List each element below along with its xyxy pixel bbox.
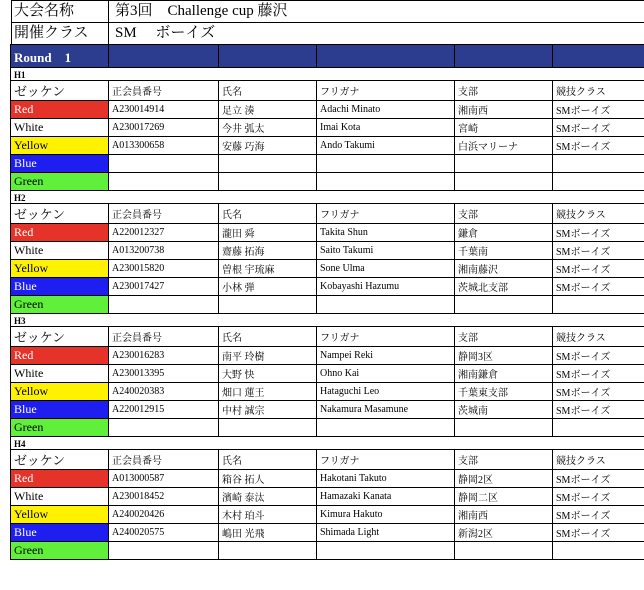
- bib-color-cell: Blue: [11, 278, 109, 296]
- event-class-label: 開催クラス: [11, 23, 109, 44]
- bib-color-cell: Blue: [11, 524, 109, 542]
- name-cell: [219, 296, 317, 314]
- competitor-row: [11, 347, 644, 365]
- class-cell: SMボーイズ: [553, 242, 644, 260]
- column-header: 氏名: [219, 81, 317, 101]
- branch-cell: 湘南西: [455, 101, 553, 119]
- competitor-row: [11, 506, 644, 524]
- heat-spacer: [553, 191, 644, 204]
- kana-cell: Ando Takumi: [317, 137, 455, 155]
- kana-cell: Hamazaki Kanata: [317, 488, 455, 506]
- bib-color-cell: Blue: [11, 401, 109, 419]
- branch-cell: 千葉東支部: [455, 383, 553, 401]
- heat-spacer: [109, 68, 219, 81]
- kana-cell: [317, 542, 455, 560]
- kana-cell: Kimura Hakuto: [317, 506, 455, 524]
- kana-cell: Hataguchi Leo: [317, 383, 455, 401]
- branch-cell: 千葉南: [455, 242, 553, 260]
- competitor-row: [11, 524, 644, 542]
- class-cell: SMボーイズ: [553, 347, 644, 365]
- kana-cell: Adachi Minato: [317, 101, 455, 119]
- name-cell: [219, 173, 317, 191]
- branch-cell: [455, 419, 553, 437]
- kana-cell: Shimada Light: [317, 524, 455, 542]
- branch-cell: 鎌倉: [455, 224, 553, 242]
- name-cell: 南平 玲樹: [219, 347, 317, 365]
- column-header: 支部: [455, 204, 553, 224]
- heat-title: H2: [11, 191, 109, 204]
- competitor-row: [11, 542, 644, 560]
- heat-spacer: [109, 314, 219, 327]
- kana-cell: Takita Shun: [317, 224, 455, 242]
- kana-cell: Nakamura Masamune: [317, 401, 455, 419]
- member-id-cell: A230018452: [109, 488, 219, 506]
- heat-title-row: [11, 191, 644, 204]
- class-cell: SMボーイズ: [553, 278, 644, 296]
- branch-cell: 宮崎: [455, 119, 553, 137]
- bib-color-cell: Blue: [11, 155, 109, 173]
- heat-spacer: [455, 68, 553, 81]
- branch-cell: [455, 296, 553, 314]
- bib-color-cell: Red: [11, 347, 109, 365]
- name-cell: [219, 155, 317, 173]
- heat-spacer: [219, 68, 317, 81]
- heat-spacer: [219, 191, 317, 204]
- heat-spacer: [317, 314, 455, 327]
- column-header: ゼッケン: [11, 204, 109, 224]
- bib-color-cell: Green: [11, 542, 109, 560]
- name-cell: 小林 弾: [219, 278, 317, 296]
- bib-color-cell: White: [11, 119, 109, 137]
- bib-color-cell: Green: [11, 419, 109, 437]
- event-class-row: [11, 22, 644, 41]
- bib-color-cell: White: [11, 365, 109, 383]
- branch-cell: 静岡二区: [455, 488, 553, 506]
- kana-cell: Saito Takumi: [317, 242, 455, 260]
- class-cell: SMボーイズ: [553, 524, 644, 542]
- class-cell: SMボーイズ: [553, 224, 644, 242]
- column-header: ゼッケン: [11, 450, 109, 470]
- class-cell: [553, 542, 644, 560]
- name-cell: 木村 珀斗: [219, 506, 317, 524]
- class-cell: SMボーイズ: [553, 365, 644, 383]
- bib-color-cell: Yellow: [11, 506, 109, 524]
- column-header: 競技クラス: [553, 204, 644, 224]
- round-title: Round 1: [11, 45, 109, 68]
- column-header: 競技クラス: [553, 450, 644, 470]
- column-header: 正会員番号: [109, 81, 219, 101]
- member-id-cell: A230017427: [109, 278, 219, 296]
- competitor-row: [11, 383, 644, 401]
- column-header: 支部: [455, 327, 553, 347]
- round-bar-cell: [109, 45, 219, 68]
- kana-cell: Nampei Reki: [317, 347, 455, 365]
- competitor-row: [11, 260, 644, 278]
- class-cell: [553, 173, 644, 191]
- column-header-row: [11, 81, 644, 101]
- competitor-row: [11, 401, 644, 419]
- heat-title: H4: [11, 437, 109, 450]
- kana-cell: [317, 419, 455, 437]
- competitor-row: [11, 101, 644, 119]
- branch-cell: 湘南藤沢: [455, 260, 553, 278]
- round-bar-cell: [553, 45, 644, 68]
- competitor-row: [11, 419, 644, 437]
- bib-color-cell: White: [11, 488, 109, 506]
- member-id-cell: [109, 173, 219, 191]
- branch-cell: 湘南鎌倉: [455, 365, 553, 383]
- column-header: ゼッケン: [11, 81, 109, 101]
- heat-spacer: [553, 437, 644, 450]
- round-bar-cell: [219, 45, 317, 68]
- heat-title-row: [11, 437, 644, 450]
- member-id-cell: [109, 419, 219, 437]
- heat-spacer: [455, 437, 553, 450]
- heat-spacer: [553, 314, 644, 327]
- class-cell: SMボーイズ: [553, 137, 644, 155]
- branch-cell: 茨城北支部: [455, 278, 553, 296]
- branch-cell: [455, 542, 553, 560]
- name-cell: 箱谷 拓人: [219, 470, 317, 488]
- kana-cell: [317, 296, 455, 314]
- kana-cell: Kobayashi Hazumu: [317, 278, 455, 296]
- column-header: 氏名: [219, 204, 317, 224]
- member-id-cell: A230013395: [109, 365, 219, 383]
- column-header: 正会員番号: [109, 450, 219, 470]
- member-id-cell: A230015820: [109, 260, 219, 278]
- event-name-label: 大会名称: [11, 1, 109, 22]
- competitor-row: [11, 365, 644, 383]
- column-header-row: [11, 327, 644, 347]
- member-id-cell: A240020383: [109, 383, 219, 401]
- name-cell: 大野 快: [219, 365, 317, 383]
- heat-spacer: [317, 437, 455, 450]
- heat-title-row: [11, 314, 644, 327]
- member-id-cell: A230014914: [109, 101, 219, 119]
- heat-title: H3: [11, 314, 109, 327]
- bib-color-cell: Red: [11, 470, 109, 488]
- round-header-row: [11, 45, 644, 68]
- heat-spacer: [219, 437, 317, 450]
- class-cell: [553, 296, 644, 314]
- kana-cell: [317, 155, 455, 173]
- name-cell: 今井 弧太: [219, 119, 317, 137]
- heat-spacer: [109, 191, 219, 204]
- branch-cell: 湘南西: [455, 506, 553, 524]
- heat-spacer: [219, 314, 317, 327]
- column-header: 氏名: [219, 450, 317, 470]
- name-cell: 濱崎 泰汰: [219, 488, 317, 506]
- bib-color-cell: Yellow: [11, 260, 109, 278]
- branch-cell: 白浜マリーナ: [455, 137, 553, 155]
- kana-cell: Sone Ulma: [317, 260, 455, 278]
- competitor-row: [11, 242, 644, 260]
- bib-color-cell: Red: [11, 224, 109, 242]
- competitor-row: [11, 137, 644, 155]
- event-name-row: [11, 0, 644, 19]
- branch-cell: 静岡3区: [455, 347, 553, 365]
- member-id-cell: [109, 542, 219, 560]
- competitor-row: [11, 470, 644, 488]
- kana-cell: Ohno Kai: [317, 365, 455, 383]
- column-header: 正会員番号: [109, 327, 219, 347]
- heat-table-body: [11, 45, 644, 560]
- bib-color-cell: Yellow: [11, 383, 109, 401]
- competitor-row: [11, 119, 644, 137]
- heat-spacer: [317, 68, 455, 81]
- column-header: フリガナ: [317, 81, 455, 101]
- name-cell: 安藤 巧海: [219, 137, 317, 155]
- class-cell: SMボーイズ: [553, 119, 644, 137]
- member-id-cell: A240020426: [109, 506, 219, 524]
- bib-color-cell: Yellow: [11, 137, 109, 155]
- class-cell: SMボーイズ: [553, 506, 644, 524]
- member-id-cell: A240020575: [109, 524, 219, 542]
- competitor-row: [11, 488, 644, 506]
- class-cell: SMボーイズ: [553, 401, 644, 419]
- competitor-row: [11, 173, 644, 191]
- class-cell: SMボーイズ: [553, 260, 644, 278]
- name-cell: 瀧田 舜: [219, 224, 317, 242]
- kana-cell: Imai Kota: [317, 119, 455, 137]
- name-cell: 嶋田 光飛: [219, 524, 317, 542]
- kana-cell: Hakotani Takuto: [317, 470, 455, 488]
- column-header: フリガナ: [317, 450, 455, 470]
- column-header: 氏名: [219, 327, 317, 347]
- member-id-cell: A013200738: [109, 242, 219, 260]
- column-header-row: [11, 204, 644, 224]
- heat-spacer: [109, 437, 219, 450]
- competitor-row: [11, 278, 644, 296]
- class-cell: SMボーイズ: [553, 383, 644, 401]
- class-cell: SMボーイズ: [553, 101, 644, 119]
- member-id-cell: A220012915: [109, 401, 219, 419]
- bib-color-cell: Red: [11, 101, 109, 119]
- bib-color-cell: Green: [11, 173, 109, 191]
- event-name-value: 第3回 Challenge cup 藤沢: [115, 3, 288, 19]
- class-cell: [553, 419, 644, 437]
- branch-cell: 静岡2区: [455, 470, 553, 488]
- member-id-cell: A013300658: [109, 137, 219, 155]
- column-header: フリガナ: [317, 327, 455, 347]
- name-cell: [219, 419, 317, 437]
- member-id-cell: [109, 155, 219, 173]
- heat-spacer: [317, 191, 455, 204]
- name-cell: 曽根 宇琉麻: [219, 260, 317, 278]
- column-header: 競技クラス: [553, 327, 644, 347]
- round-bar-cell: [455, 45, 553, 68]
- competitor-row: [11, 296, 644, 314]
- branch-cell: [455, 173, 553, 191]
- member-id-cell: A230016283: [109, 347, 219, 365]
- class-cell: [553, 155, 644, 173]
- branch-cell: [455, 155, 553, 173]
- kana-cell: [317, 173, 455, 191]
- heat-spacer: [553, 68, 644, 81]
- member-id-cell: A220012327: [109, 224, 219, 242]
- competitor-row: [11, 155, 644, 173]
- column-header: 支部: [455, 450, 553, 470]
- heat-title-row: [11, 68, 644, 81]
- bib-color-cell: Green: [11, 296, 109, 314]
- competitor-row: [11, 224, 644, 242]
- event-class-value: SM ボーイズ: [115, 25, 216, 41]
- member-id-cell: [109, 296, 219, 314]
- heat-spacer: [455, 314, 553, 327]
- bib-color-cell: White: [11, 242, 109, 260]
- member-id-cell: A230017269: [109, 119, 219, 137]
- name-cell: 足立 湊: [219, 101, 317, 119]
- column-header: 支部: [455, 81, 553, 101]
- class-cell: SMボーイズ: [553, 470, 644, 488]
- column-header-row: [11, 450, 644, 470]
- name-cell: 畑口 蓮王: [219, 383, 317, 401]
- column-header: 正会員番号: [109, 204, 219, 224]
- branch-cell: 新潟2区: [455, 524, 553, 542]
- member-id-cell: A013000587: [109, 470, 219, 488]
- name-cell: 齋藤 拓海: [219, 242, 317, 260]
- column-header: ゼッケン: [11, 327, 109, 347]
- heat-title: H1: [11, 68, 109, 81]
- column-header: フリガナ: [317, 204, 455, 224]
- column-header: 競技クラス: [553, 81, 644, 101]
- class-cell: SMボーイズ: [553, 488, 644, 506]
- heat-table: [10, 44, 644, 560]
- heat-spacer: [455, 191, 553, 204]
- name-cell: [219, 542, 317, 560]
- branch-cell: 茨城南: [455, 401, 553, 419]
- name-cell: 中村 誠宗: [219, 401, 317, 419]
- round-bar-cell: [317, 45, 455, 68]
